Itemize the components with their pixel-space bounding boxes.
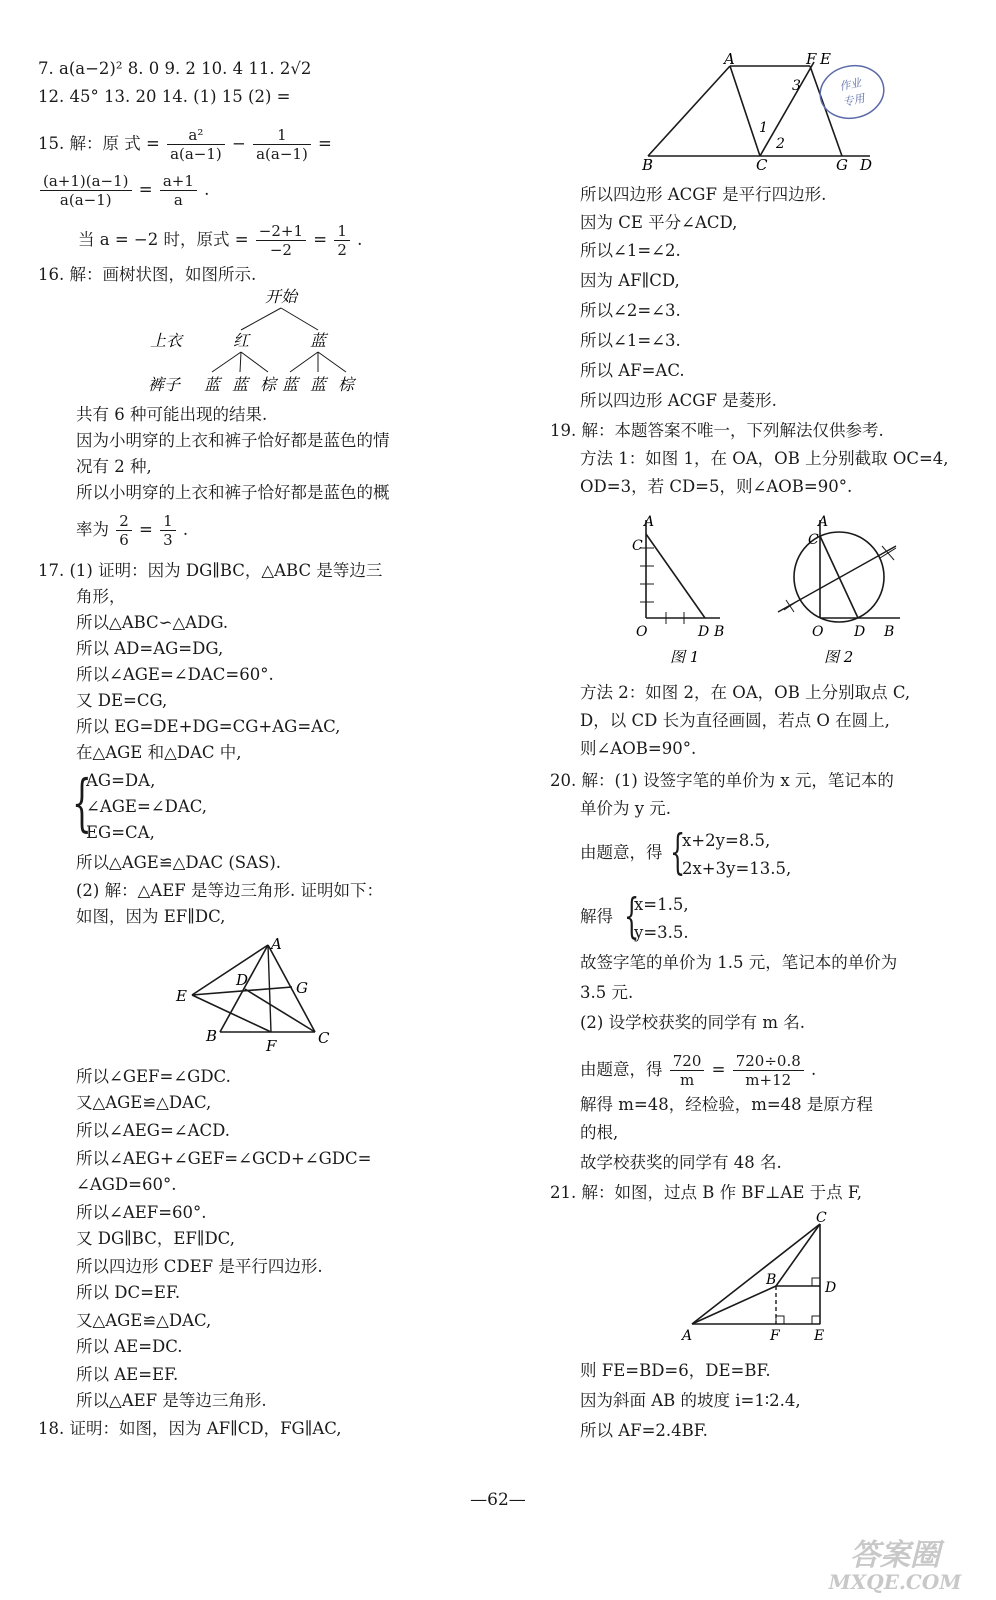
svg-text:A: A (818, 514, 829, 530)
figure-19 (610, 508, 930, 668)
q20-line: 故学校获奖的同学有 48 名. (580, 1153, 782, 1172)
tree-node-red: 红 (232, 331, 250, 350)
figure-18 (630, 52, 890, 176)
system-eq: y=3.5. (634, 923, 689, 942)
fraction: $\frac{720}{m}$ (670, 1052, 705, 1089)
q17-line: 17. (1) 证明：因为 DG∥BC，△ABC 是等边三 (38, 561, 383, 580)
q18-line: 所以 AF=AC. (580, 361, 685, 380)
tree-node-blue: 蓝 (309, 331, 327, 350)
tree-leaf: 棕 (259, 375, 277, 394)
q20-solve: 解得 (580, 907, 613, 926)
q19-line: 19. 解：本题答案不唯一，下列解法仅供参考. (550, 421, 884, 440)
q17-line: 所以∠AGE=∠DAC=60°. (76, 665, 274, 684)
q18-line: 所以∠1=∠2. (580, 241, 681, 260)
svg-text:F: F (806, 52, 817, 68)
system-eq: x=1.5, (634, 895, 689, 914)
svg-text:G: G (296, 979, 308, 997)
q17-line: 所以 AD=AG=DG, (76, 639, 224, 658)
q17-line: (2) 解：△AEF 是等边三角形. 证明如下： (76, 881, 383, 900)
svg-text:O: O (636, 624, 648, 640)
fraction: $\frac{1}{a(a-1)}$ (253, 126, 311, 163)
svg-text:1: 1 (759, 120, 768, 136)
svg-text:E: E (176, 987, 187, 1005)
system-eq: AG=DA, (86, 771, 156, 790)
svg-text:答案圈: 答案圈 (850, 1538, 940, 1573)
fraction: $\frac{2}{6}$ (116, 512, 132, 549)
q16-line2: 共有 6 种可能出现的结果. (76, 405, 268, 424)
stamp (815, 60, 888, 124)
svg-text:D: D (860, 156, 873, 174)
q19-line: D，以 CD 长为直径画圆，若点 O 在圆上, (580, 711, 890, 730)
q17-line: 所以 DC=EF. (76, 1283, 181, 1302)
svg-text:专用: 专用 (841, 91, 866, 109)
q16-line1: 16. 解：画树状图，如图所示. (38, 265, 257, 284)
fraction: $\frac{-2+1}{-2}$ (256, 222, 306, 259)
svg-text:MXQE.COM: MXQE.COM (828, 1570, 962, 1594)
svg-text:D: D (236, 971, 249, 989)
q20-line: 故签字笔的单价为 1.5 元，笔记本的单价为 (580, 953, 898, 972)
q17-line: 所以∠AEG=∠ACD. (76, 1121, 231, 1140)
svg-text:G: G (836, 156, 848, 174)
system-eq: ∠AGE=∠DAC, (86, 797, 208, 816)
q17-line: 又△AGE≌△DAC, (76, 1093, 212, 1112)
watermark-logo (800, 1535, 990, 1595)
system-eq: x+2y=8.5, (682, 831, 771, 850)
svg-text:E: E (820, 52, 831, 68)
q17-line: 所以 AE=EF. (76, 1365, 179, 1384)
svg-text:B: B (884, 624, 895, 640)
q17-line: 所以∠AEF=60°. (76, 1203, 207, 1222)
svg-text:F: F (770, 1328, 780, 1344)
q17-line: 又 DE=CG, (76, 691, 168, 710)
q19-line: OD=3，若 CD=5，则∠AOB=90°. (580, 477, 853, 496)
svg-text:C: C (632, 538, 643, 554)
svg-text:C: C (318, 1029, 330, 1047)
tree-row1-label: 上衣 (150, 331, 183, 350)
q16-line5: 所以小明穿的上衣和裤子恰好都是蓝色的概 (76, 483, 390, 502)
q20-line: 单价为 y 元. (580, 799, 672, 818)
q15-line2: $\frac{(a+1)(a-1)}{a(a-1)}$ = $\frac{a+1}{a}$ . (38, 172, 209, 209)
figure-17 (168, 935, 368, 1055)
brace: { (670, 824, 686, 880)
fraction: $\frac{(a+1)(a-1)}{a(a-1)}$ (40, 172, 132, 209)
q17-line: ∠AGD=60°. (76, 1175, 177, 1194)
figure-21 (680, 1210, 880, 1350)
svg-text:作业: 作业 (838, 76, 863, 94)
q17-line: 在△AGE 和△DAC 中, (76, 743, 242, 762)
q20-line: 20. 解：(1) 设签字笔的单价为 x 元，笔记本的 (550, 771, 894, 790)
q16-line6: 率为 $\frac{2}{6}$ = $\frac{1}{3}$ . (76, 512, 189, 549)
svg-text:C: C (816, 1210, 827, 1226)
q16-line4: 况有 2 种, (76, 457, 152, 476)
tree-leaf: 蓝 (231, 375, 249, 394)
q17-line: 又△AGE≌△DAC, (76, 1311, 212, 1330)
q17-line: 所以 EG=DE+DG=CG+AG=AC, (76, 717, 341, 736)
q20-equation: 由题意，得 $\frac{720}{m}$ = $\frac{720\div 0.8}{m+12}$ . (580, 1052, 817, 1089)
fraction: $\frac{720\div 0.8}{m+12}$ (733, 1052, 804, 1089)
svg-text:A: A (682, 1328, 693, 1344)
q20-line: 的根, (580, 1123, 619, 1142)
q18-line: 所以∠2=∠3. (580, 301, 681, 320)
q20-line: (2) 设学校获奖的同学有 m 名. (580, 1013, 805, 1032)
q18-line: 18. 证明：如图，因为 AF∥CD，FG∥AC, (38, 1419, 342, 1438)
q18-line: 因为 CE 平分∠ACD, (580, 213, 738, 232)
svg-text:D: D (825, 1280, 837, 1296)
q21-line: 21. 解：如图，过点 B 作 BF⊥AE 于点 F, (550, 1183, 863, 1202)
q21-line: 所以 AF=2.4BF. (580, 1421, 708, 1440)
q17-line: 所以△AEF 是等边三角形. (76, 1391, 267, 1410)
answers-7-11: 7. a(a−2)² 8. 0 9. 2 10. 4 11. 2√2 (38, 59, 312, 78)
fig1 (632, 514, 724, 666)
page-number: —62— (470, 1490, 526, 1510)
q17-line: 所以△ABC∽△ADG. (76, 613, 229, 632)
answers-12-14: 12. 45° 13. 20 14. (1) 15 (2) = (38, 87, 291, 106)
q17-line: 又 DG∥BC，EF∥DC, (76, 1229, 235, 1248)
system-eq: EG=CA, (86, 823, 155, 842)
q21-line: 因为斜面 AB 的坡度 i=1∶2.4, (580, 1391, 801, 1410)
tree-diagram (138, 286, 398, 398)
q19-line: 则∠AOB=90°. (580, 739, 697, 758)
q17-line: 所以四边形 CDEF 是平行四边形. (76, 1257, 323, 1276)
svg-text:E: E (814, 1328, 825, 1344)
q17-line: 如图，因为 EF∥DC, (76, 907, 226, 926)
svg-text:B: B (766, 1272, 777, 1288)
svg-text:D: D (854, 624, 866, 640)
tree-leaf: 蓝 (281, 375, 299, 394)
q20-line: 解得 m=48，经检验，m=48 是原方程 (580, 1095, 873, 1114)
q17-line: 所以∠AEG+∠GEF=∠GCD+∠GDC= (76, 1149, 372, 1168)
q15-line1: 15. 解：原 式 = $\frac{\text{a²}}{a(a-1)}$ − $\frac{1}{a(a-1)}$ = (38, 126, 332, 163)
q18-line: 所以四边形 ACGF 是菱形. (580, 391, 777, 410)
svg-text:C: C (808, 532, 819, 548)
q19-line: 方法 2：如图 2，在 OA，OB 上分别取点 C, (580, 683, 911, 702)
svg-text:A: A (724, 52, 735, 68)
svg-text:图 2: 图 2 (824, 648, 854, 666)
svg-text:A: A (644, 514, 655, 530)
q21-line: 则 FE=BD=6，DE=BF. (580, 1361, 771, 1380)
q18-line: 所以∠1=∠3. (580, 331, 681, 350)
fig2 (778, 514, 900, 666)
fraction: $\frac{a+1}{a}$ (160, 172, 197, 209)
q20-line: 3.5 元. (580, 983, 634, 1002)
fraction: $\frac{1}{3}$ (160, 512, 176, 549)
q20-given: 由题意，得 (580, 843, 663, 862)
svg-text:B: B (714, 624, 725, 640)
tree-root: 开始 (264, 287, 298, 306)
system-eq: 2x+3y=13.5, (682, 859, 792, 878)
svg-text:C: C (756, 156, 768, 174)
q15-line3: 当 a = −2 时，原式 = $\frac{-2+1}{-2}$ = $\frac{1}{2}$ . (78, 222, 363, 259)
svg-text:3: 3 (792, 78, 801, 94)
svg-text:图 1: 图 1 (670, 648, 700, 666)
q18-line: 因为 AF∥CD, (580, 271, 680, 290)
tree-leaf: 蓝 (309, 375, 327, 394)
svg-text:B: B (206, 1027, 218, 1045)
q18-line: 所以四边形 ACGF 是平行四边形. (580, 185, 827, 204)
tree-leaf: 棕 (337, 375, 355, 394)
svg-text:A: A (271, 935, 282, 953)
svg-text:2: 2 (776, 136, 785, 152)
fraction: $\frac{\text{a²}}{a(a-1)}$ (167, 126, 225, 163)
svg-text:D: D (698, 624, 710, 640)
svg-text:B: B (642, 156, 654, 174)
q17-line: 所以∠GEF=∠GDC. (76, 1067, 231, 1086)
q16-line3: 因为小明穿的上衣和裤子恰好都是蓝色的情 (76, 431, 390, 450)
fraction: $\frac{1}{2}$ (334, 222, 350, 259)
svg-text:F: F (266, 1037, 277, 1055)
brace: { (72, 766, 92, 839)
tree-leaf: 蓝 (203, 375, 221, 394)
q17-line: 角形， (76, 587, 126, 606)
q19-line: 方法 1：如图 1，在 OA，OB 上分别截取 OC=4, (580, 449, 949, 468)
tree-row2-label: 裤子 (148, 375, 181, 394)
brace: { (624, 888, 640, 944)
q17-line: 所以△AGE≌△DAC (SAS). (76, 853, 282, 872)
q17-line: 所以 AE=DC. (76, 1337, 183, 1356)
svg-text:O: O (812, 624, 824, 640)
